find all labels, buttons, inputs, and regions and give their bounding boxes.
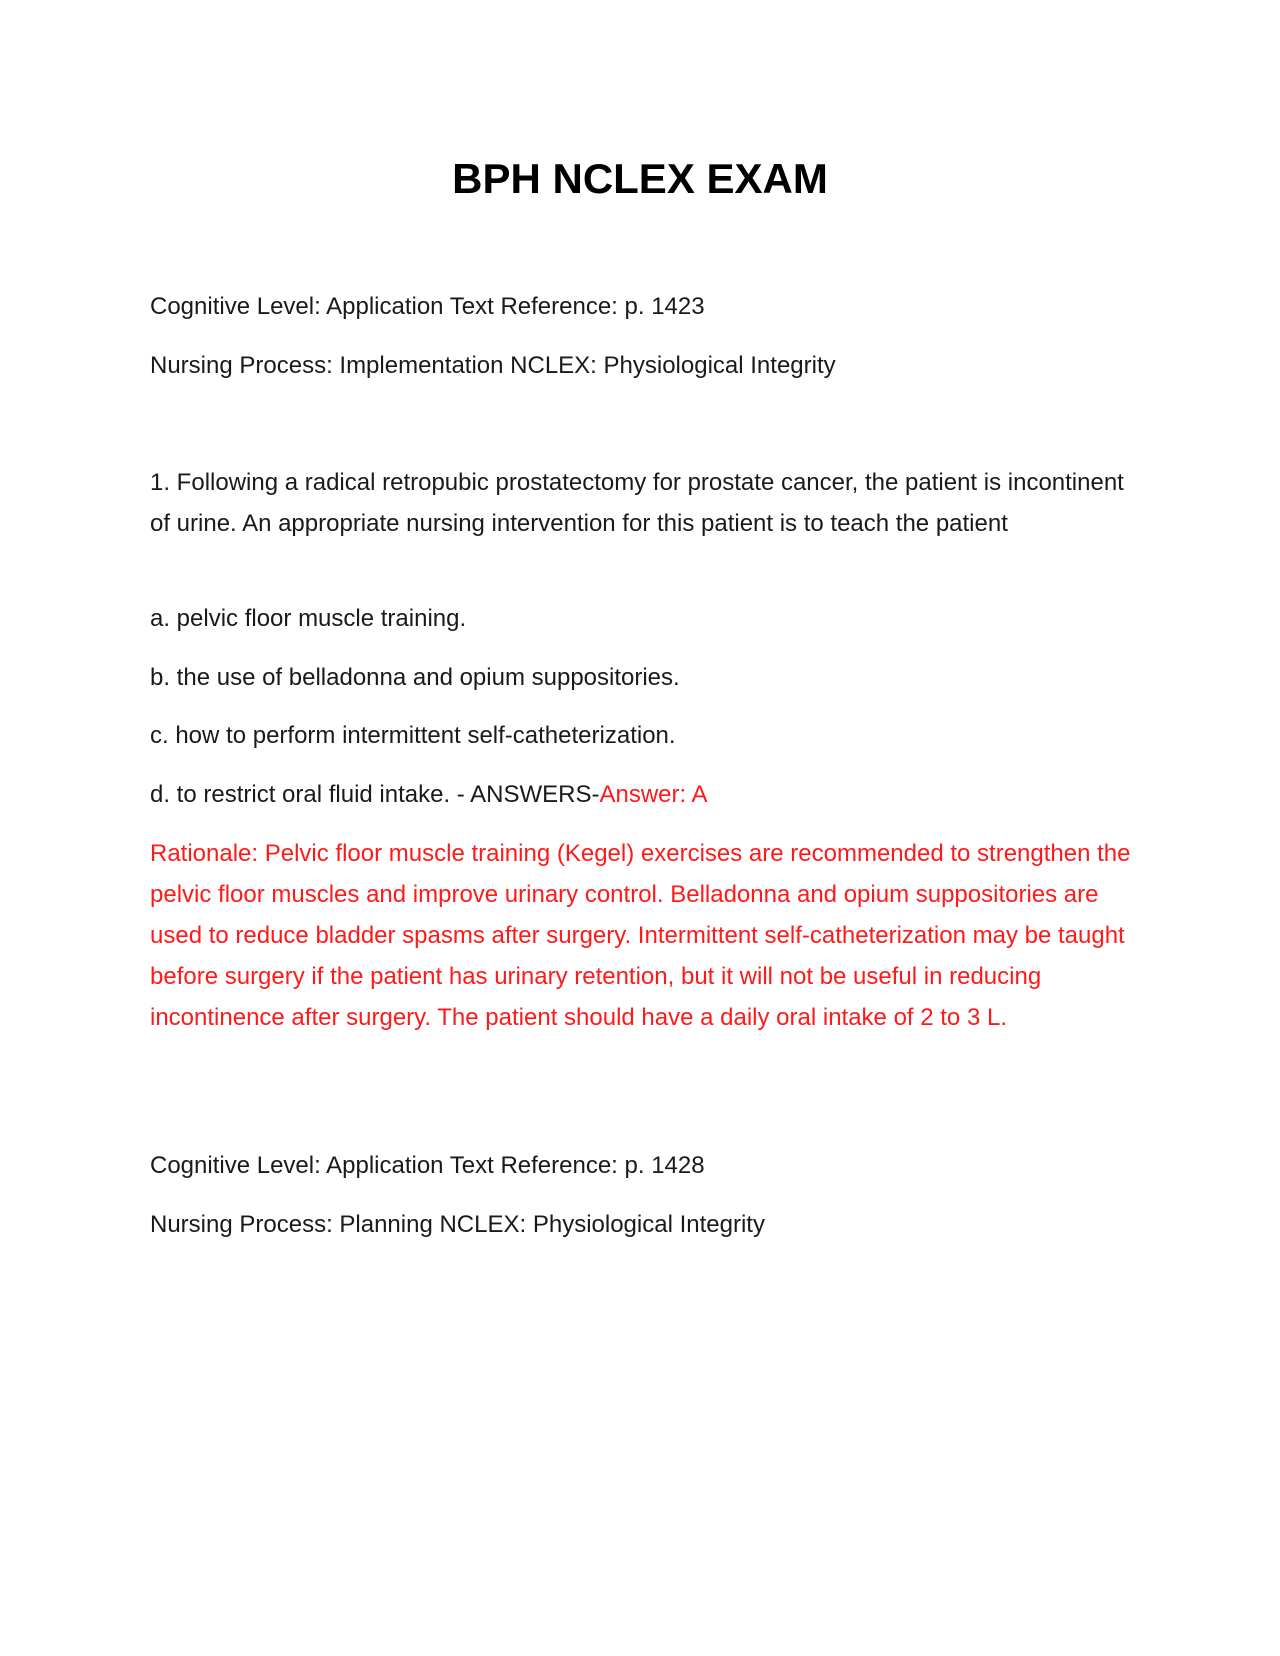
option-d-line	[150, 774, 1150, 815]
option-c: c. how to perform intermittent self-catheterization.	[150, 722, 676, 749]
meta-cognitive-level-top: Cognitive Level: Application Text Reference: p. 1423	[150, 293, 705, 320]
answer-key: Answer: A	[599, 781, 708, 808]
option-d: d. to restrict oral fluid intake. - ANSWERS-	[150, 781, 600, 808]
page-title: BPH NCLEX EXAM	[452, 155, 828, 202]
option-b: b. the use of belladonna and opium suppositories.	[150, 664, 680, 691]
rationale: Rationale: Pelvic floor muscle training (Kegel) exercises are recommended to strengthen the pelvic floor muscles and improve urinary control. Belladonna and opium suppositories are used to reduce bladder spasms after surgery. Intermittent self-catheterization may be taught before surgery if the patient has urinary retention, but it will not be useful in reducing incontinence after surgery. The patient should have a daily oral intake of 2 to 3 L.	[150, 840, 1131, 1031]
meta-nursing-process-top: Nursing Process: Implementation NCLEX: Physiological Integrity	[150, 352, 836, 379]
meta-nursing-process-bottom: Nursing Process: Planning NCLEX: Physiological Integrity	[150, 1211, 765, 1238]
question-stem: 1. Following a radical retropubic prostatectomy for prostate cancer, the patient is incontinent of urine. An appropriate nursing intervention for this patient is to teach the patient	[150, 469, 1124, 537]
option-a: a. pelvic floor muscle training.	[150, 605, 467, 632]
meta-cognitive-level-bottom: Cognitive Level: Application Text Reference: p. 1428	[150, 1152, 705, 1179]
